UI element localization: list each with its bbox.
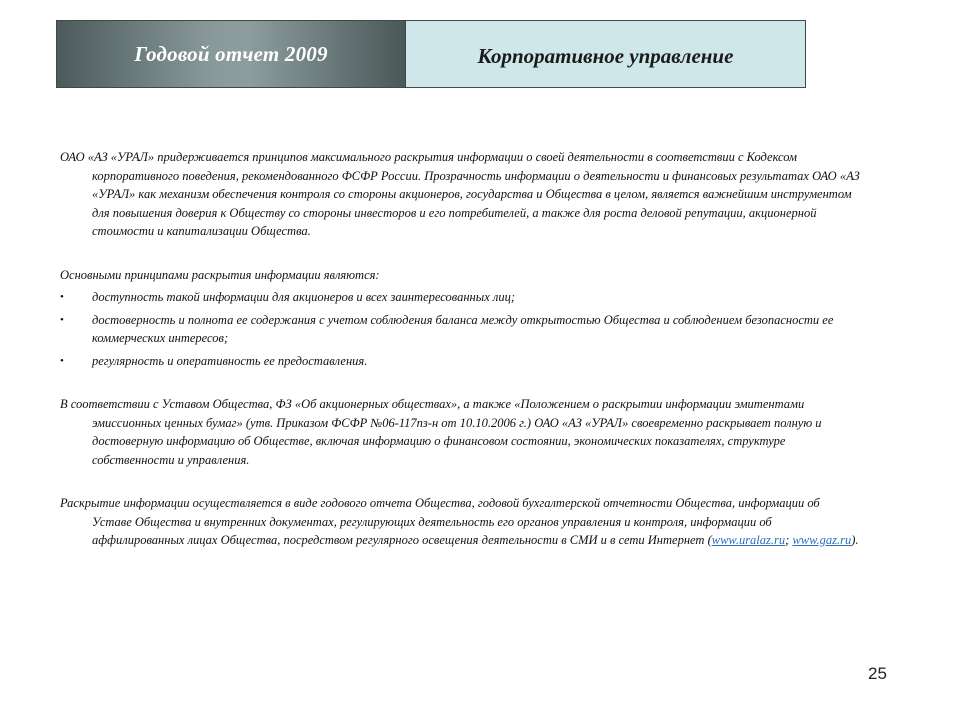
report-title: Годовой отчет 2009: [134, 41, 328, 66]
page-number: 25: [868, 664, 887, 683]
section-title: Корпоративное управление: [477, 43, 734, 68]
report-title-box: [57, 21, 406, 87]
paragraph-legal-basis: В соответствии с Уставом Общества, ФЗ «Об акционерных обществах», а также «Положением о раскрытии информации эмитентами эмиссионных ценных бумаг» (утв. Приказом ФСФР №06-117пз-н от 10.10.2006 г.) ОАО «АЗ «УРАЛ» своевременно раскрывает полную и достоверную информацию об Обществе, включая информацию о финансовом состоянии, экономических показателях, структуре собственности и управления.: [60, 397, 822, 467]
paragraph-end: ).: [851, 533, 859, 547]
link-separator: ;: [785, 533, 793, 547]
list-item: [60, 352, 860, 371]
list-item: [60, 311, 860, 348]
bullet-icon: •: [60, 313, 64, 326]
bullet-text: доступность такой информации для акционеров и всех заинтересованных лиц;: [92, 290, 515, 304]
paragraph-disclosure-channels: [60, 494, 860, 550]
section-title-box: [406, 21, 805, 87]
header-banner: [56, 20, 806, 88]
bullet-icon: •: [60, 291, 64, 303]
bullet-text: регулярность и оперативность ее предоставления.: [92, 353, 368, 368]
body-text: [60, 148, 860, 550]
bullet-text: достоверность и полнота ее содержания с учетом соблюдения баланса между открытостью Общества и соблюдением безопасности ее коммерческих интересов;: [92, 312, 834, 345]
paragraph-disclosure-policy: ОАО «АЗ «УРАЛ» придерживается принципов максимального раскрытия информации о своей деятельности в соответствии с Кодексом корпоративного поведения, рекомендованного ФСФР России. Прозрачность информации о деятельности и финансовых результатах ОАО «АЗ «УРАЛ» как механизм обеспечения контроля со стороны акционеров, государства и Общества в целом, является важнейшим инструментом для повышения доверия к Обществу со стороны инвесторов и его потребителей, а также для роста деловой репутации, акционерной стоимости и капитализации Общества.: [60, 150, 860, 238]
list-item: [60, 288, 860, 307]
bullet-icon: •: [60, 354, 64, 367]
disclosure-channels-text: Раскрытие информации осуществляется в виде годового отчета Общества, годовой бухгалтерской отчетности Общества, информации об Уставе Общества и внутренних документах, регулирующих деятельность его органов управления и контроля, информации об аффилированных лицах Общества, посредством регулярного освещения деятельности в СМИ и в сети Интернет (: [60, 496, 820, 547]
gaz-link[interactable]: www.gaz.ru: [792, 533, 852, 547]
principles-intro: Основными принципами раскрытия информации являются:: [60, 267, 380, 282]
uralaz-link[interactable]: www.uralaz.ru: [711, 533, 786, 547]
